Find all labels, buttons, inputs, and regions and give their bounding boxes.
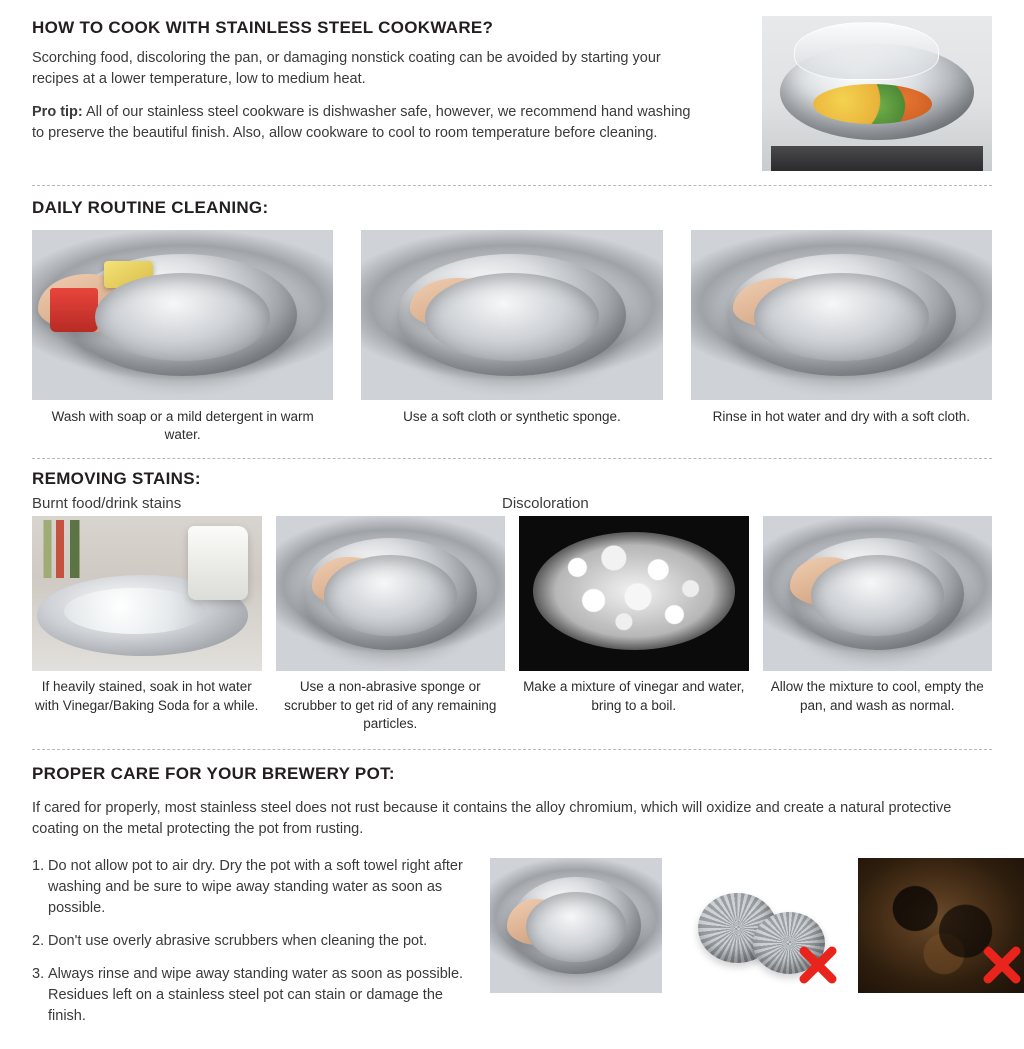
- list-item: [32, 856, 472, 919]
- sponge-shape: [488, 291, 536, 315]
- drying-pot-with-cloth-image: [490, 858, 662, 993]
- protip-text: All of our stainless steel cookware is dishwasher safe, however, we recommend hand washing to preserve the beautiful finish. Also, allow cookware to cool to room temperature before cleaning.: [32, 104, 691, 142]
- cloth-shape: [850, 566, 910, 603]
- water-shape: [64, 588, 206, 635]
- section-how-to-cook-title: HOW TO COOK WITH STAINLESS STEEL COOKWARE?: [32, 18, 494, 37]
- section-how-to-cook: [32, 0, 992, 171]
- stain-step-2-caption: Use a non-abrasive sponge or scrubber to get rid of any remaining particles.: [284, 679, 497, 731]
- list-item: [32, 931, 472, 952]
- stain-step-3: [519, 516, 749, 733]
- burnt-pan-image: [858, 858, 1024, 993]
- x-mark-icon: [980, 943, 1024, 987]
- wiping-pan-with-cloth-image: [763, 516, 993, 671]
- stain-step-4-caption: Allow the mixture to cool, empty the pan, and wash as normal.: [770, 679, 984, 713]
- brewery-pot-body: [32, 856, 992, 1039]
- subhead-discoloration: Discoloration: [502, 495, 589, 513]
- list-item: [32, 964, 472, 1027]
- soap-bottle-shape: [50, 288, 98, 332]
- cloth-shape: [555, 909, 603, 944]
- list-item-text: Always rinse and wipe away standing water as soon as possible. Residues left on a stainless steel pot can stain or damage the finish.: [48, 966, 464, 1025]
- list-item-number: 1.: [32, 858, 45, 875]
- boiling-vinegar-mixture-image: [519, 516, 749, 671]
- list-item-text: Do not allow pot to air dry. Dry the pot with a soft towel right after washing and be sure to wipe away standing water as soon as possible.: [48, 858, 463, 917]
- cloth-shape: [811, 288, 883, 325]
- non-abrasive-sponge-image: [276, 516, 506, 671]
- brewery-pot-list: [32, 856, 472, 1039]
- section-removing-stains: [32, 459, 992, 733]
- sponge-shape: [376, 566, 415, 591]
- daily-step-1-caption: Wash with soap or a mild detergent in warm water.: [51, 409, 314, 443]
- section-removing-stains-title: REMOVING STAINS:: [32, 469, 201, 489]
- stain-step-2: [276, 516, 506, 733]
- section-how-to-cook-image-wrap: [762, 16, 992, 171]
- stain-step-4: [763, 516, 993, 733]
- daily-step-2: [361, 230, 662, 444]
- hand-pouring-soap-image: [32, 230, 333, 400]
- protip-label: Pro tip:: [32, 104, 83, 121]
- section-brewery-pot-intro: If cared for properly, most stainless steel does not rust because it contains the alloy chromium, which will oxidize and create a natural protective coating on the metal protecting the pot from rusting.: [32, 800, 952, 838]
- wok-with-vegetables-image: [762, 16, 992, 171]
- brewery-pot-photos: [490, 856, 1024, 993]
- bottles-shape: [39, 520, 117, 579]
- list-item-number: 2.: [32, 933, 45, 950]
- steel-wool-scrubbers-image: [674, 858, 846, 993]
- section-how-to-cook-protip: [32, 102, 692, 144]
- daily-step-2-caption: Use a soft cloth or synthetic sponge.: [403, 409, 621, 424]
- stove-burner-shape: [771, 146, 983, 171]
- hand-shape: [507, 899, 569, 945]
- sponge-shape: [104, 261, 152, 288]
- jug-shape: [188, 526, 248, 600]
- hand-shape: [790, 557, 868, 607]
- stain-step-1: [32, 516, 262, 733]
- subhead-burnt-stains: Burnt food/drink stains: [32, 495, 182, 513]
- hand-with-cloth-image: [691, 230, 992, 400]
- stain-step-1-caption: If heavily stained, soak in hot water with Vinegar/Baking Soda for a while.: [35, 679, 259, 713]
- hand-shape: [733, 278, 835, 329]
- hand-with-sponge-image: [361, 230, 662, 400]
- removing-stains-subheads: [32, 495, 992, 512]
- wok-lid-shape: [794, 22, 939, 80]
- x-mark-icon: [796, 943, 840, 987]
- list-item-text: Don't use overly abrasive scrubbers when cleaning the pot.: [48, 933, 428, 950]
- daily-step-3: [691, 230, 992, 444]
- list-item-number: 3.: [32, 966, 45, 983]
- section-brewery-pot-care: [32, 750, 992, 1039]
- section-how-to-cook-paragraph: Scorching food, discoloring the pan, or damaging nonstick coating can be avoided by starting your recipes at a lower temperature, low to medium heat.: [32, 50, 661, 88]
- hand-shape: [410, 278, 512, 329]
- footer-spacer: [32, 1039, 992, 1049]
- section-daily-cleaning: [32, 186, 992, 444]
- stain-step-3-caption: Make a mixture of vinegar and water, bring to a boil.: [523, 679, 745, 713]
- section-how-to-cook-text: [32, 16, 744, 171]
- section-brewery-pot-title: PROPER CARE FOR YOUR BREWERY POT:: [32, 764, 395, 784]
- pouring-water-into-pan-image: [32, 516, 262, 671]
- daily-cleaning-steps: [32, 230, 992, 444]
- daily-step-1: [32, 230, 333, 444]
- removing-stains-steps: [32, 516, 992, 733]
- daily-step-3-caption: Rinse in hot water and dry with a soft cloth.: [712, 409, 971, 424]
- section-daily-cleaning-title: DAILY ROUTINE CLEANING:: [32, 198, 269, 217]
- hand-shape: [312, 557, 390, 607]
